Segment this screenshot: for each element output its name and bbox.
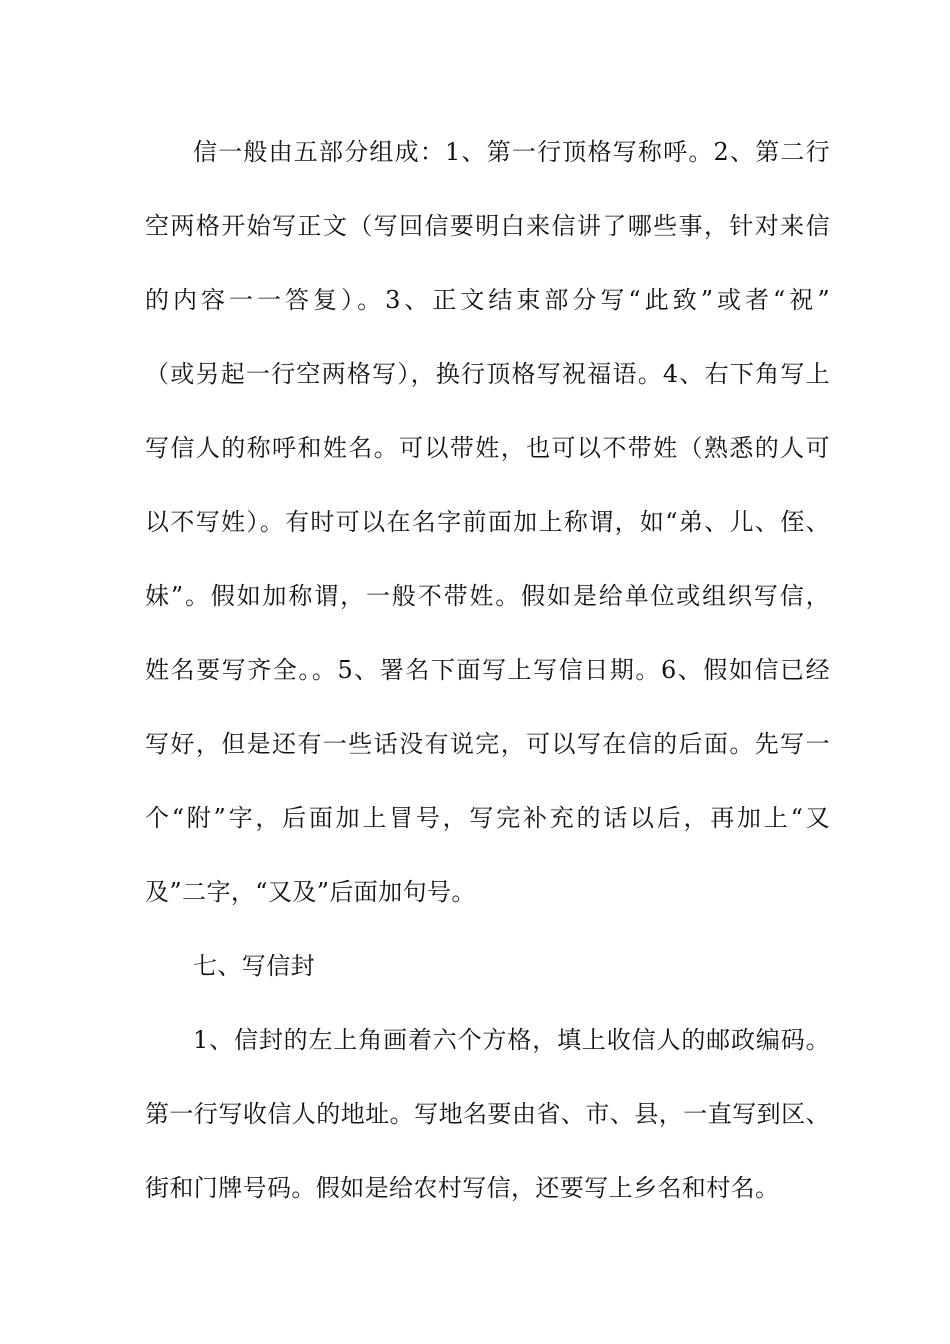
paragraph-line: 以不写姓）。有时可以在名字前面加上称谓，如“弟、儿、侄、 [145,508,830,536]
body-text [145,130,830,1240]
section-heading: 七、写信封 [193,952,315,980]
paragraph-line: 妹”。假如加称谓，一般不带姓。假如是给单位或组织写信， [145,582,830,610]
paragraph-line: 的内容一一答复）。3、正文结束部分写“此致”或者“祝” [145,286,830,314]
paragraph-line: 姓名要写齐全。。5、署名下面写上写信日期。6、假如信已经 [145,656,830,684]
paragraph-line: 空两格开始写正文（写回信要明白来信讲了哪些事，针对来信 [145,212,830,240]
paragraph-line: 第一行写收信人的地址。写地名要由省、市、县，一直写到区、 [145,1100,830,1128]
paragraph-line: 1、信封的左上角画着六个方格，填上收信人的邮政编码。 [193,1026,830,1054]
paragraph-line: 写好，但是还有一些话没有说完，可以写在信的后面。先写一 [145,730,830,758]
paragraph-line: （或另起一行空两格写），换行顶格写祝福语。4、右下角写上 [145,360,830,388]
paragraph-line: 信一般由五部分组成：1、第一行顶格写称呼。2、第二行 [193,138,830,166]
paragraph-line: 及”二字，“又及”后面加句号。 [145,878,476,906]
paragraph-line: 写信人的称呼和姓名。可以带姓，也可以不带姓（熟悉的人可 [145,434,830,462]
paragraph-line: 个“附”字，后面加上冒号，写完补充的话以后，再加上“又 [145,804,830,832]
paragraph-line: 街和门牌号码。假如是给农村写信，还要写上乡名和村名。 [145,1174,780,1202]
